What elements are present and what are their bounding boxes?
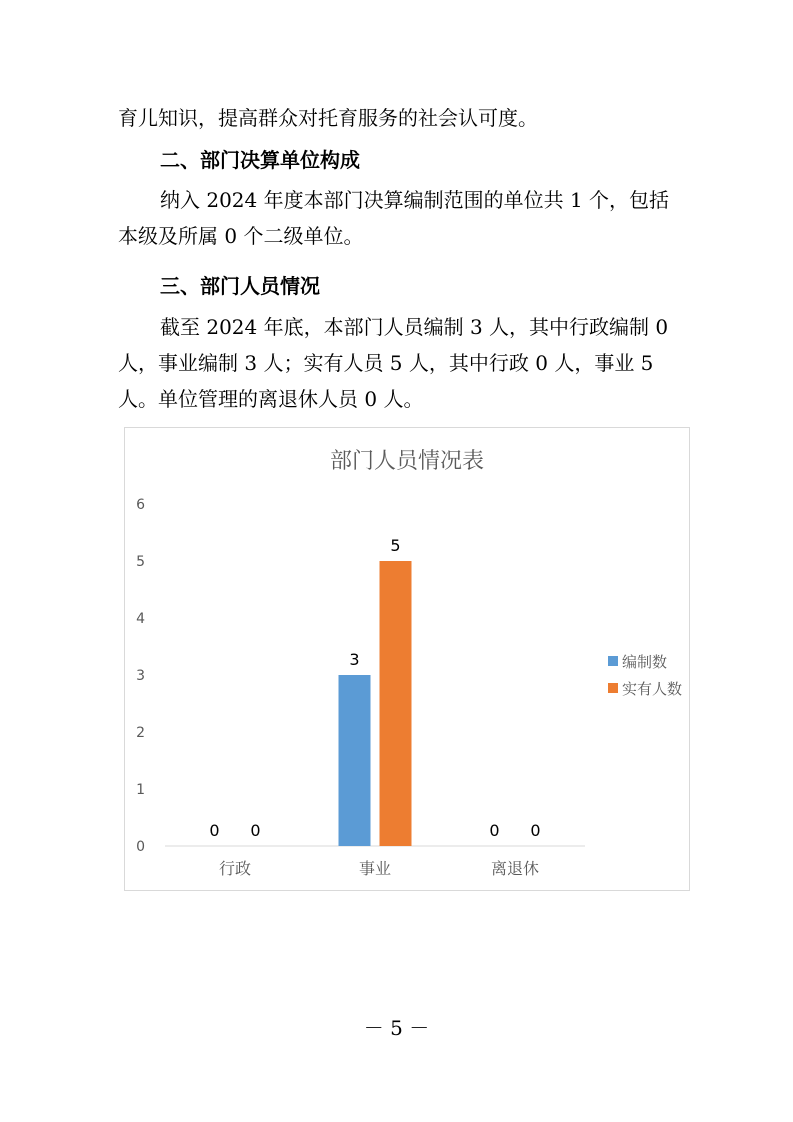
page-number: － 5 － (363, 1016, 430, 1040)
section-heading-3: 三、部门人员情况 (160, 274, 320, 298)
data-label: 5 (390, 536, 401, 555)
body-text-section3: 截至 2024 年底，本部门人员编制 3 人，其中行政编制 0 人，事业编制 3 人；实有人员 5 人，其中行政 0 人，事业 5 人。单位管理的离退休人员 0 人。 (118, 315, 669, 411)
chart-container (124, 427, 690, 891)
y-tick-label: 4 (136, 611, 145, 627)
y-tick-label: 1 (136, 782, 145, 798)
section-heading-2: 二、部门决算单位构成 (160, 148, 360, 172)
y-tick-label: 3 (136, 668, 145, 684)
body-text-line1: 育儿知识，提高群众对托育服务的社会认可度。 (118, 106, 538, 130)
y-tick-label: 5 (136, 554, 145, 570)
data-label: 3 (349, 650, 360, 669)
data-label: 0 (489, 821, 500, 840)
x-tick-label: 事业 (358, 859, 392, 878)
bar-bianzhi (339, 675, 371, 846)
legend-label: 实有人数 (622, 680, 683, 698)
y-tick-label: 0 (136, 839, 145, 855)
x-tick-label: 行政 (218, 859, 252, 878)
legend-swatch (608, 656, 618, 666)
y-tick-label: 2 (136, 725, 145, 741)
x-tick-label: 离退休 (490, 859, 540, 878)
data-label: 0 (250, 821, 261, 840)
bar-shiyou (380, 561, 412, 846)
chart-title: 部门人员情况表 (329, 449, 485, 474)
bar-chart (125, 428, 689, 890)
y-tick-label: 6 (136, 497, 145, 513)
body-text-section2: 纳入 2024 年度本部门决算编制范围的单位共 1 个，包括本级及所属 0 个二级单位。 (118, 188, 670, 248)
legend-swatch (608, 683, 618, 693)
data-label: 0 (530, 821, 541, 840)
legend-label: 编制数 (622, 653, 668, 671)
data-label: 0 (209, 821, 220, 840)
